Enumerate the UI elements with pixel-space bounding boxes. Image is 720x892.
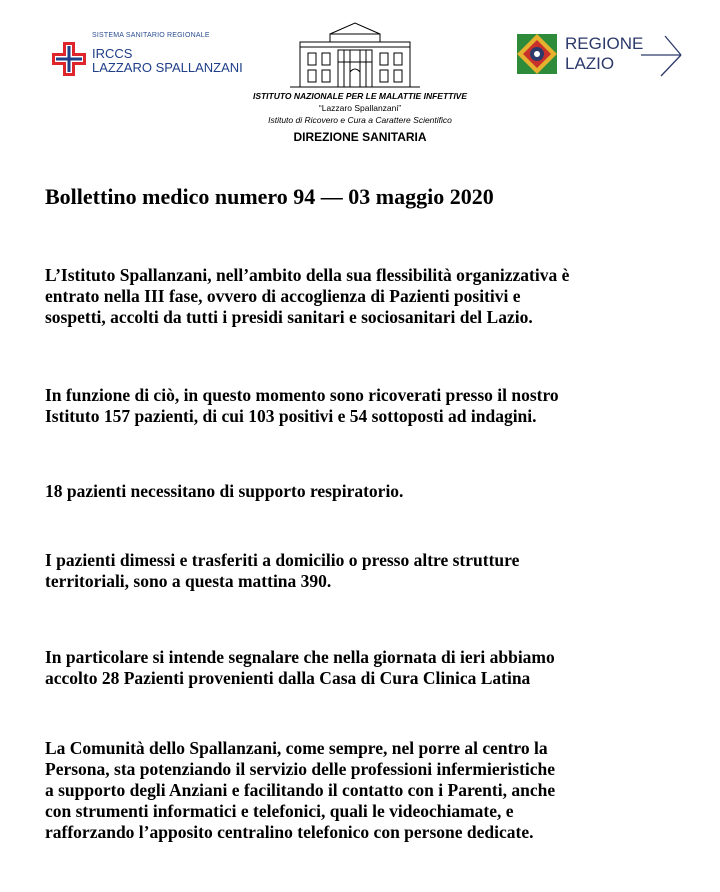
paragraph-transfers — [45, 647, 555, 689]
paragraph-line: 18 pazienti necessitano di supporto respiratorio. — [45, 481, 404, 501]
irccs-label: IRCCS — [92, 46, 133, 61]
paragraph-respiratory-support — [45, 481, 403, 502]
paragraph-line: accolto 28 Pazienti provenienti dalla Casa di Cura Clinica Latina — [45, 668, 531, 688]
paragraph-line: rafforzando l’apposito centralino telefonico con persone dedicate. — [45, 822, 534, 842]
paragraph-line: territoriali, sono a questa mattina 390. — [45, 571, 332, 591]
medical-cross-icon — [52, 42, 86, 76]
paragraph-community — [45, 738, 555, 843]
paragraph-line: La Comunità dello Spallanzani, come sempre, nel porre al centro la — [45, 738, 548, 758]
institute-description: Istituto di Ricovero e Cura a Carattere Scientifico — [268, 115, 452, 125]
paragraph-line: In particolare si intende segnalare che nella giornata di ieri abbiamo — [45, 647, 555, 667]
institute-building-icon — [290, 20, 420, 90]
institute-subtitle: “Lazzaro Spallanzani” — [318, 103, 402, 113]
paragraph-admitted-patients — [45, 385, 559, 427]
paragraph-line: a supporto degli Anziani e facilitando il contatto con i Parenti, anche — [45, 780, 556, 800]
lazio-label: LAZIO — [565, 54, 615, 73]
institute-name: ISTITUTO NAZIONALE PER LE MALATTIE INFETTIVE — [252, 91, 468, 101]
regione-lazio-lines-icon — [611, 34, 683, 78]
paragraph-line: sospetti, accolti da tutti i presidi sanitari e sociosanitari del Lazio. — [45, 307, 533, 327]
spallanzani-label: LAZZARO SPALLANZANI — [92, 60, 243, 75]
paragraph-line: Istituto 157 pazienti, di cui 103 positivi e 54 sottoposti ad indagini. — [45, 406, 537, 426]
paragraph-line: In funzione di ciò, in questo momento sono ricoverati presso il nostro — [45, 385, 559, 405]
paragraph-line: L’Istituto Spallanzani, nell’ambito della sua flessibilità organizzativa è — [45, 265, 570, 285]
paragraph-phase-three — [45, 265, 569, 328]
bulletin-title: Bollettino medico numero 94 — 03 maggio 2020 — [45, 184, 494, 209]
irccs-spallanzani-logo — [52, 30, 242, 80]
regione-label: REGIONE — [565, 34, 644, 53]
paragraph-line: con strumenti informatici e telefonici, quali le videochiamate, e — [45, 801, 514, 821]
paragraph-line: entrato nella III fase, ovvero di accoglienza di Pazienti positivi e — [45, 286, 521, 306]
regional-health-system-label: SISTEMA SANITARIO REGIONALE — [92, 32, 210, 39]
paragraph-line: Persona, sta potenziando il servizio delle professioni infermieristiche — [45, 759, 556, 779]
paragraph-discharged — [45, 550, 519, 592]
paragraph-line: I pazienti dimessi e trasferiti a domicilio o presso altre strutture — [45, 550, 520, 570]
regione-lazio-emblem-icon — [515, 32, 559, 76]
department-heading: DIREZIONE SANITARIA — [293, 130, 427, 144]
regione-lazio-logo — [515, 32, 685, 82]
